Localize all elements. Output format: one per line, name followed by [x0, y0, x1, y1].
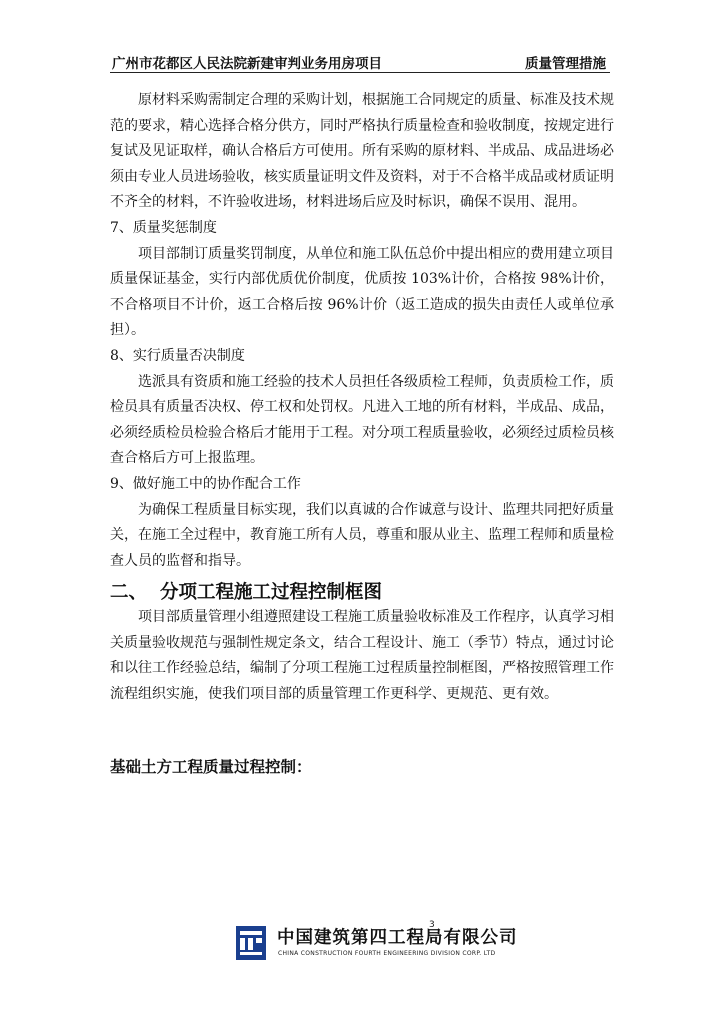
section-2-title: 分项工程施工过程控制框图 — [160, 582, 383, 604]
section-2-paragraph: 项目部质量管理小组遵照建设工程施工质量验收标准及工作程序，认真学习相关质量验收规范与强制性规定条文，结合工程设计、施工（季节）特点，通过讨论和以往工作经验总结，编制了分项工程施工过程质量控制框图，严格按照管理工作流程组织实施，使我们项目部的质量管理工作更科学、更规范、更有效。 — [110, 609, 614, 703]
header-project-title: 广州市花都区人民法院新建审判业务用房项目 — [112, 56, 382, 72]
section-2-number: 二、 — [110, 582, 148, 604]
page-header — [110, 50, 610, 73]
company-name-cn: 中国建筑第四工程局有限公司 — [277, 928, 518, 948]
item-9-paragraph: 为确保工程质量目标实现，我们以真诚的合作诚意与设计、监理共同把好质量关，在施工全过程中，教育施工所有人员，尊重和服从业主、监理工程师和质量检查人员的监督和指导。 — [110, 501, 614, 569]
cscec-logo-icon — [236, 926, 266, 960]
item-7-title: 7、质量奖惩制度 — [110, 219, 217, 236]
header-doc-type: 质量管理措施 — [525, 56, 606, 72]
section-2-heading — [110, 579, 614, 607]
item-9-title: 9、做好施工中的协作配合工作 — [110, 475, 301, 492]
item-8-title: 8、实行质量否决制度 — [110, 347, 245, 364]
document-body — [110, 88, 614, 778]
page-footer — [236, 922, 526, 968]
materials-paragraph: 原材料采购需制定合理的采购计划，根据施工合同规定的质量、标准及技术规范的要求，精心选择合格分供方，同时严格执行质量检查和验收制度，按规定进行复试及见证取样，确认合格后方可使用。所有采购的原材料、半成品、成品进场必须由专业人员进场验收，核实质量证明文件及资料，对于不合格半成品或材质证明不齐全的材料，不许验收进场，材料进场后应及时标识，确保不误用、混用。 — [110, 92, 614, 211]
item-8-paragraph: 选派具有资质和施工经验的技术人员担任各级质检工程师，负责质检工作，质检员具有质量否决权、停工权和处罚权。凡进入工地的所有材料，半成品、成品，必须经质检员检验合格后才能用于工程。对分项工程质量验收，必须经过质检员核查合格后方可上报监理。 — [110, 373, 614, 467]
foundation-earthwork-subtitle: 基础土方工程质量过程控制： — [110, 757, 312, 776]
item-7-paragraph: 项目部制订质量奖罚制度，从单位和施工队伍总价中提出相应的费用建立项目质量保证基金，实行内部优质优价制度，优质按 103%计价，合格按 98%计价，不合格项目不计价，返工合格后按 96%计价（返工造成的损失由责任人或单位承担）。 — [110, 245, 614, 339]
page-number: 3 — [429, 920, 435, 930]
company-name-en: CHINA CONSTRUCTION FOURTH ENGINEERING DIVISION CORP. LTD — [278, 950, 496, 957]
